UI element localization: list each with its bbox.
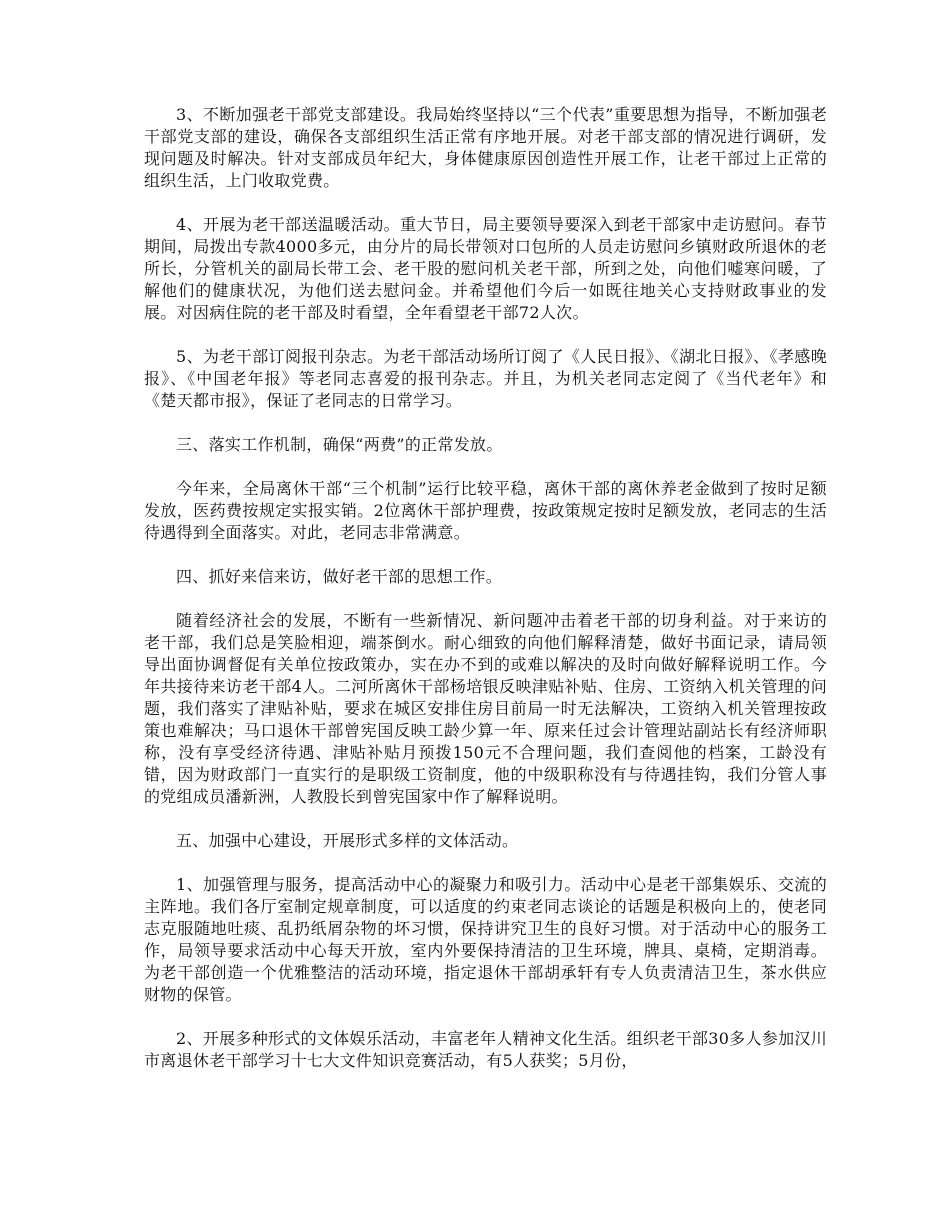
paragraph-newspapers: 5、为老干部订阅报刊杂志。为老干部活动场所订阅了《人民日报》、《湖北日报》、《孝感晚报》、《中国老年报》等老同志喜爱的报刊杂志。并且，为机关老同志定阅了《当代老年》和《楚天都市报》，保证了老同志的日常学习。 [144,347,827,410]
paragraph-activity-center: 1、加强管理与服务，提高活动中心的凝聚力和吸引力。活动中心是老干部集娱乐、交流的主阵地。我们各厅室制定规章制度，可以适度的约束老同志谈论的话题是积极向上的，使老同志克服随地吐痰、乱扔纸屑杂物的坏习惯，保持讲究卫生的良好习惯。对于活动中心的服务工作，局领导要求活动中心每天开放，室内外要保持清洁的卫生环境，牌具、桌椅，定期消毒。为老干部创造一个优雅整洁的活动环境，指定退休干部胡承轩有专人负责清洁卫生，茶水供应财物的保管。 [144,875,827,1004]
section-heading-four: 四、抓好来信来访，做好老干部的思想工作。 [176,567,503,586]
paragraph-mechanisms: 今年来，全局离休干部“三个机制”运行比较平稳，离休干部的离休养老金做到了按时足额发放，医药费按规定实报实销。2位离休干部护理费，按政策规定按时足额发放，老同志的生活待遇得到全面落实。对此，老同志非常满意。 [144,479,827,542]
paragraph-letters-visits: 随着经济社会的发展，不断有一些新情况、新问题冲击着老干部的切身利益。对于来访的老干部，我们总是笑脸相迎，端茶倒水。耐心细致的向他们解释清楚，做好书面记录，请局领导出面协调督促有关单位按政策办，实在办不到的或难以解决的及时向做好解释说明工作。今年共接待来访老干部4人。二河所离休干部杨培银反映津贴补贴、住房、工资纳入机关管理的问题，我们落实了津贴补贴，要求在城区安排住房目前局一时无法解决，工资纳入机关管理按政策也难解决；马口退休干部曾宪国反映工龄少算一年、原来任过会计管理站副站长有经济师职称，没有享受经济待遇、津贴补贴月预拨150元不合理问题，我们查阅他的档案，工龄没有错，因为财政部门一直实行的是职级工资制度，他的中级职称没有与待遇挂钩，我们分管人事的党组成员潘新洲，人教股长到曾宪国家中作了解释说明。 [144,611,827,806]
paragraph-warmth-visits: 4、开展为老干部送温暖活动。重大节日，局主要领导要深入到老干部家中走访慰问。春节期间，局拨出专款4000多元，由分片的局长带领对口包所的人员走访慰问乡镇财政所退休的老所长，分管机关的副局长带工会、老干股的慰问机关老干部，所到之处，向他们嘘寒问暖，了解他们的健康状况，为他们送去慰问金。并希望他们今后一如既往地关心支持财政事业的发展。对因病住院的老干部及时看望，全年看望老干部72人次。 [144,215,827,322]
paragraph-party-branch: 3、不断加强老干部党支部建设。我局始终坚持以“三个代表”重要思想为指导，不断加强老干部党支部的建设，确保各支部组织生活正常有序地开展。对老干部支部的情况进行调研，发现问题及时解决。针对支部成员年纪大，身体健康原因创造性开展工作，让老干部过上正常的组织生活，上门收取党费。 [144,105,827,190]
paragraph-cultural-activities: 2、开展多种形式的文体娱乐活动，丰富老年人精神文化生活。组织老干部30多人参加汉川市离退休老干部学习十七大文件知识竞赛活动，有5人获奖；5月份， [144,1029,827,1070]
section-heading-three: 三、落实工作机制，确保“两费”的正常发放。 [176,435,503,454]
document-page [144,104,827,1094]
section-heading-five: 五、加强中心建设，开展形式多样的文体活动。 [176,831,519,850]
